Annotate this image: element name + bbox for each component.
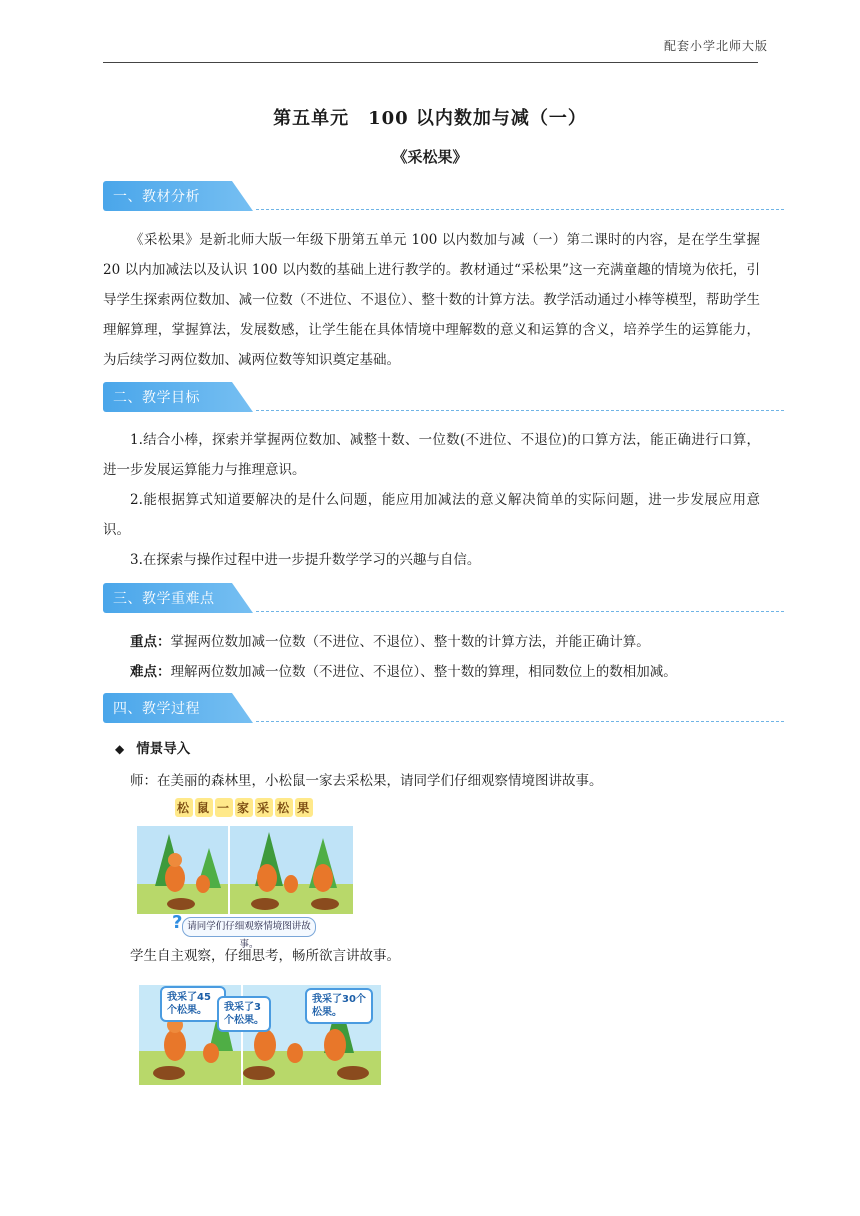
focus-line [103,627,760,657]
section-dash-line [256,721,784,722]
section-dash-line [256,410,784,411]
section-dash-line [256,611,784,612]
banner-char: 一 [215,798,233,817]
banner-title [175,798,315,817]
student-line: 学生自主观察，仔细思考，畅所欲言讲故事。 [130,948,400,964]
banner-char: 果 [295,798,313,817]
speech-bubble-3: 我采了3个松果。 [217,996,271,1032]
banner-char: 松 [175,798,193,817]
teacher-line: 师：在美丽的森林里，小松鼠一家去采松果，请同学们仔细观察情境图讲故事。 [130,773,603,789]
scene1-illustration [137,826,353,914]
analysis-paragraph: 《采松果》是新北师大版一年级下册第五单元 100 以内数加与减（一）第二课时的内容，是在学生掌握 20 以内加减法以及认识 100 以内数的基础上进行教学的。教材通过“采松果”这一充满童趣的情境为依托，引导学生探索两位数加、减一位数（不进位、不退位）、整十数的计算方法。教学活动通过小棒等模型，帮助学生理解算理，掌握算法，发展数感，让学生能在具体情境中理解数的意义和运算的含义，培养学生的运算能力，为后续学习两位数加、减两位数等知识奠定基础。 [103,232,760,368]
difficulty-text: 理解两位数加减一位数（不进位、不退位）、整十数的算理，相同数位上的数相加减。 [170,664,677,680]
speech-bubble-45: 我采了45个松果。 [160,986,226,1022]
scene1-caption: 请同学们仔细观察情境图讲故事。 [182,917,316,937]
bullet-heading [115,737,190,757]
banner-char: 松 [275,798,293,817]
difficulty-line [103,657,760,687]
focus-label: 重点： [130,634,171,650]
section-tab-label: 二、教学目标 [113,390,200,406]
diamond-icon: ◆ [115,742,125,756]
question-icon: ? [172,912,183,933]
banner-char: 家 [235,798,253,817]
section-tab-analysis [103,181,253,211]
page-title: 第五单元 100 以内数加与减（一） [273,108,587,129]
difficulty-label: 难点： [130,664,171,680]
focus-text: 掌握两位数加减一位数（不进位、不退位）、整十数的计算方法，并能正确计算。 [170,634,650,650]
section-tab-label: 三、教学重难点 [113,591,215,607]
goal-item-1: 1.结合小棒，探索并掌握两位数加、减整十数、一位数(不进位、不退位)的口算方法，能正确进行口算，进一步发展运算能力与推理意识。 [103,432,760,478]
banner-char: 采 [255,798,273,817]
section-tab-label: 一、教材分析 [113,189,200,205]
goal-item-3: 3.在探索与操作过程中进一步提升数学学习的兴趣与自信。 [130,552,481,568]
section-tab-label: 四、教学过程 [113,701,200,717]
header-divider [103,62,758,63]
section-dash-line [256,209,784,210]
header-edition: 配套小学北师大版 [663,39,768,53]
goal-item-2: 2.能根据算式知道要解决的是什么问题，能应用加减法的意义解决简单的实际问题，进一步发展应用意识。 [103,492,760,538]
speech-bubble-30: 我采了30个松果。 [305,988,373,1024]
page-subtitle: 《采松果》 [392,148,468,166]
section-tab-keypoints [103,583,253,613]
section-tab-goals [103,382,253,412]
bullet-title: 情景导入 [136,741,191,757]
section-tab-process [103,693,253,723]
banner-char: 鼠 [195,798,213,817]
